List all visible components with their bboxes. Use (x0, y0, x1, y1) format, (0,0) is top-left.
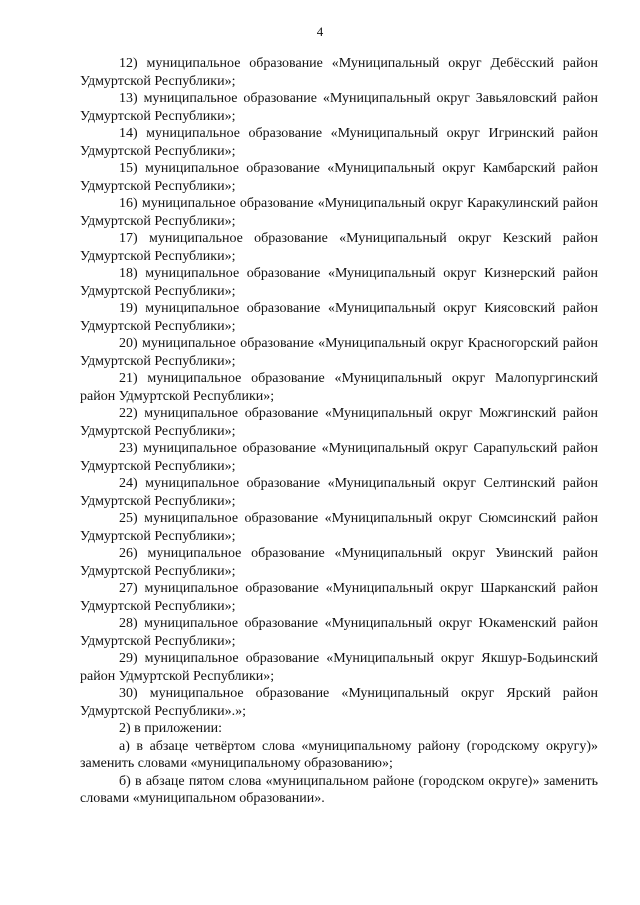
list-item: б) в абзаце пятом слова «муниципальном районе (городском округе)» заменить словами «муниципальном образовании». (80, 773, 598, 806)
document-body (80, 55, 598, 808)
list-item: 17) муниципальное образование «Муниципальный округ Кезский район Удмуртской Республики»; (80, 231, 598, 264)
list-item: 15) муниципальное образование «Муниципальный округ Камбарский район Удмуртской Республики»; (80, 161, 598, 194)
page-number: 4 (316, 24, 324, 39)
list-item: 28) муниципальное образование «Муниципальный округ Юкаменский район Удмуртской Республики»; (80, 616, 598, 649)
list-item: а) в абзаце четвёртом слова «муниципальному району (городскому округу)» заменить словами «муниципальному образованию»; (80, 738, 598, 771)
list-item: 13) муниципальное образование «Муниципальный округ Завьяловский район Удмуртской Республики»; (80, 91, 598, 124)
list-item: 27) муниципальное образование «Муниципальный округ Шарканский район Удмуртской Республики»; (80, 581, 598, 614)
list-item: 20) муниципальное образование «Муниципальный округ Красногорский район Удмуртской Республики»; (80, 336, 598, 369)
list-item: 30) муниципальное образование «Муниципальный округ Ярский район Удмуртской Республики».»; (80, 686, 598, 719)
list-item: 21) муниципальное образование «Муниципальный округ Малопургинский район Удмуртской Республики»; (80, 371, 598, 404)
list-item: 2) в приложении: (119, 721, 222, 736)
list-item: 19) муниципальное образование «Муниципальный округ Киясовский район Удмуртской Республики»; (80, 301, 598, 334)
list-item: 18) муниципальное образование «Муниципальный округ Кизнерский район Удмуртской Республики»; (80, 266, 598, 299)
list-item: 29) муниципальное образование «Муниципальный округ Якшур-Бодьинский район Удмуртской Республики»; (80, 651, 598, 684)
list-item: 25) муниципальное образование «Муниципальный округ Сюмсинский район Удмуртской Республики»; (80, 511, 598, 544)
list-item: 22) муниципальное образование «Муниципальный округ Можгинский район Удмуртской Республики»; (80, 406, 598, 439)
list-item: 23) муниципальное образование «Муниципальный округ Сарапульский район Удмуртской Республики»; (80, 441, 598, 474)
list-item: 14) муниципальное образование «Муниципальный округ Игринский район Удмуртской Республики»; (80, 126, 598, 159)
list-item: 12) муниципальное образование «Муниципальный округ Дебёсский район Удмуртской Республики»; (80, 56, 598, 89)
list-item: 24) муниципальное образование «Муниципальный округ Селтинский район Удмуртской Республики»; (80, 476, 598, 509)
list-item: 26) муниципальное образование «Муниципальный округ Увинский район Удмуртской Республики»; (80, 546, 598, 579)
list-item: 16) муниципальное образование «Муниципальный округ Каракулинский район Удмуртской Республики»; (80, 196, 598, 229)
